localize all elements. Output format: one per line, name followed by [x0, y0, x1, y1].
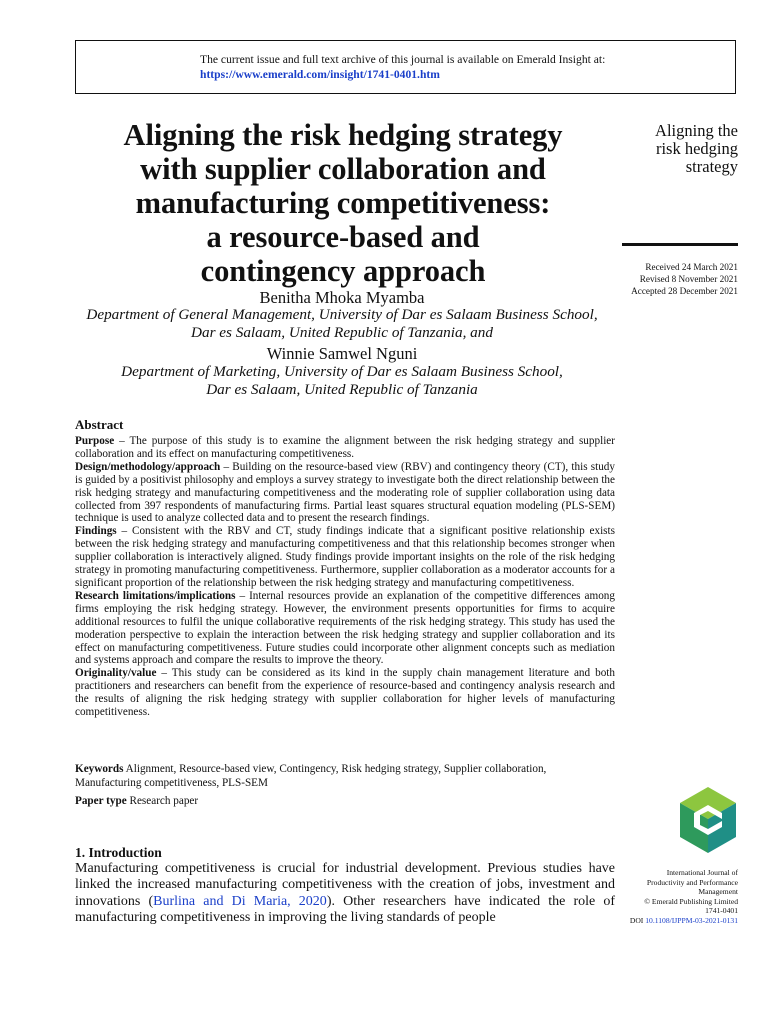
archive-url-link[interactable]: https://www.emerald.com/insight/1741-0401.htm — [200, 68, 440, 81]
title-line: a resource-based and — [206, 220, 480, 254]
section-text: – Consistent with the RBV and CT, study findings indicate that a significant positive relationship exists between the risk hedging strategy and manufacturing competitiveness and that this relationship becomes stronger when supplier collaboration is interactively aligned. Study findings provide important insights on the role of the risk hedging strategy in promoting manufacturing competitiveness. Furthermore, supplier collaboration as a moderator accounts for a significant proportion of the relationship between the risk hedging strategy and manufacturing competitiveness. — [75, 525, 615, 589]
doi-line — [600, 916, 738, 926]
abstract-limitations — [75, 590, 615, 667]
article-title — [70, 118, 616, 288]
keywords — [75, 762, 615, 790]
title-line: Aligning the risk hedging strategy — [123, 118, 563, 152]
paper-type-label: Paper type — [75, 795, 127, 807]
affiliation-line: Dar es Salaam, United Republic of Tanzania, and — [191, 324, 493, 341]
paper-type — [75, 795, 615, 807]
abstract-heading: Abstract — [75, 417, 124, 432]
journal-info-line: Management — [698, 887, 738, 897]
revised-date: Revised 8 November 2021 — [639, 274, 738, 284]
journal-info-line: 1741-0401 — [705, 906, 738, 916]
crossref-logo-icon — [676, 785, 740, 855]
author-affiliation — [72, 306, 612, 342]
running-title-line: strategy — [685, 157, 738, 176]
keywords-text: Alignment, Resource-based view, Contingency, Risk hedging strategy, Supplier collaboration, Manufacturing competitiveness, PLS-SEM — [75, 763, 547, 789]
running-title-line: Aligning the — [655, 121, 738, 140]
author-name: Winnie Samwel Nguni — [266, 344, 418, 363]
intro-text: ). Other researchers have indicated the role of manufacturing competitiveness in improving the living standards of people — [75, 893, 616, 926]
running-title-line: risk hedging — [655, 139, 738, 158]
received-date: Received 24 March 2021 — [645, 262, 738, 272]
journal-info-line: Productivity and Performance — [646, 877, 738, 887]
section-label: Findings — [75, 525, 117, 538]
article-dates — [600, 261, 738, 297]
author-name: Benitha Mhoka Myamba — [259, 288, 425, 307]
doi-label: DOI — [629, 915, 646, 925]
introduction-heading: 1. Introduction — [75, 845, 162, 860]
title-line: contingency approach — [200, 254, 486, 288]
abstract-originality — [75, 667, 615, 719]
affiliation-line: Dar es Salaam, United Republic of Tanzania — [206, 381, 478, 398]
abstract-design — [75, 461, 615, 526]
section-text: – Building on the resource-based view (RBV) and contingency theory (CT), this study is guided by a positivist philosophy and employs a survey strategy to investigate both the direct relationship between the risk hedging strategy and manufacturing competitiveness and the moderating role of supplier collaboration using data collected from 397 respondents of manufacturing firms. Partial least squares structural equation modeling (PLS-SEM) technique is used to analyze collected data and to present the research findings. — [75, 460, 615, 525]
doi-link[interactable]: 10.1108/IJPPM-03-2021-0131 — [645, 915, 738, 925]
section-text: – Internal resources provide an explanation of the competitive differences among firms employing the risk hedging strategy. However, the environment presents opportunities for firms to acquire additional resources to fulfil the unique collaborative requirements of the risk hedging strategy. This study has used the moderation perspective to explain the interaction between the risk hedging strategy and supplier collaboration and its effect on manufacturing competitiveness. Future studies could incorporate other alignment concepts such as mediation and systems approach and compare the results to improve the theory. — [75, 589, 615, 667]
accepted-date: Accepted 28 December 2021 — [631, 286, 738, 296]
affiliation-line: Department of General Management, University of Dar es Salaam Business School, — [86, 306, 598, 323]
keywords-label: Keywords — [75, 763, 124, 775]
running-title — [600, 122, 738, 176]
section-label: Purpose — [75, 435, 115, 447]
abstract-findings — [75, 525, 615, 590]
title-line: with supplier collaboration and — [140, 152, 546, 186]
section-text: – The purpose of this study is to examine the alignment between the risk hedging strategy and supplier collaboration and its effect on manufacturing competitiveness. — [75, 435, 615, 460]
archive-notice-text: The current issue and full text archive of this journal is available on Emerald Insight at: — [200, 53, 606, 66]
abstract-body — [75, 435, 615, 719]
introduction-body — [75, 861, 615, 927]
archive-notice-box — [75, 40, 736, 94]
section-text: – This study can be considered as its kind in the supply chain management literature and both practitioners and researchers can benefit from the experience of resource-based and contingency analysis research and the results of aligning the risk hedging strategy with supplier collaboration for higher levels of manufacturing competitiveness. — [75, 667, 615, 719]
section-label: Originality/value — [75, 667, 157, 680]
author-affiliation — [72, 363, 612, 399]
title-line: manufacturing competitiveness: — [135, 186, 551, 220]
section-label: Design/methodology/approach — [75, 460, 221, 473]
paper-type-text: Research paper — [126, 795, 199, 807]
section-label: Research limitations/implications — [75, 589, 236, 602]
abstract-purpose — [75, 435, 615, 461]
journal-info-line: International Journal of — [666, 868, 738, 877]
affiliation-line: Department of Marketing, University of Dar es Salaam Business School, — [121, 363, 563, 380]
citation-link[interactable]: Burlina and Di Maria, 2020 — [153, 893, 327, 909]
journal-info — [600, 868, 738, 926]
journal-info-line: © Emerald Publishing Limited — [644, 896, 738, 906]
intro-text: Manufacturing competitiveness is crucial for industrial development. Previous studies have linked the increased manufacturing competitiveness with the creation of jobs, investment and innovations ( — [75, 861, 615, 909]
margin-divider — [622, 243, 738, 246]
